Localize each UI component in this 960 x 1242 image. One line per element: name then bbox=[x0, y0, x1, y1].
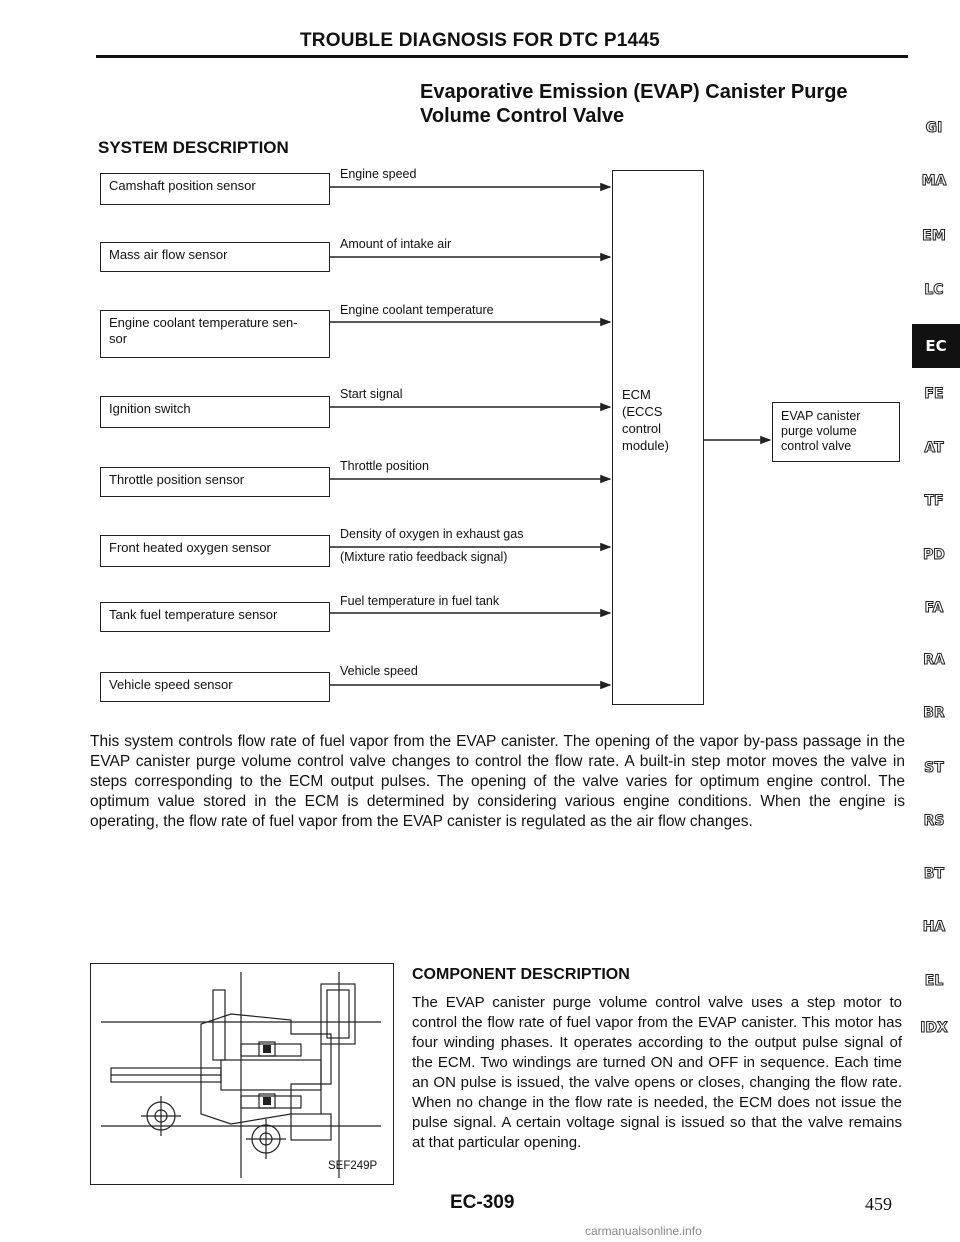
signal-label-mixture-ratio: (Mixture ratio feedback signal) bbox=[340, 550, 508, 564]
page-number: 459 bbox=[865, 1194, 892, 1214]
page-header-title: TROUBLE DIAGNOSIS FOR DTC P1445 bbox=[300, 30, 660, 51]
system-description-heading: SYSTEM DESCRIPTION bbox=[98, 138, 289, 157]
side-tab-st[interactable]: ST bbox=[924, 760, 944, 776]
section-title-line1: Evaporative Emission (EVAP) Canister Purge bbox=[420, 81, 848, 103]
signal-label-engine-speed: Engine speed bbox=[340, 167, 417, 181]
side-tab-ec[interactable]: EC bbox=[912, 324, 960, 368]
ecm-label: ECM (ECCS control module) bbox=[622, 387, 669, 453]
valve-cross-section-illustration bbox=[91, 964, 391, 1182]
watermark-footer: carmanualsonline.info bbox=[585, 1224, 702, 1238]
side-tab-br[interactable]: BR bbox=[923, 705, 945, 721]
evap-valve-box: EVAP canister purge volume control valve bbox=[772, 402, 900, 462]
signal-label-throttle: Throttle position bbox=[340, 459, 429, 473]
system-description-paragraph: This system controls flow rate of fuel vapor from the EVAP canister. The opening of the vapor by-pass passage in the EVAP canister purge volume control valve changes to control the flow rate. A built-in step motor moves the valve in steps corresponding to the ECM output pulses. The opening of the valve varies for optimum engine control. The optimum value stored in the ECM is determined by considering various engine conditions. When the engine is operating, the flow rate of fuel vapor from the EVAP canister is regulated as the air flow changes. bbox=[90, 733, 905, 830]
side-tab-idx[interactable]: IDX bbox=[920, 1020, 948, 1036]
side-tab-lc[interactable]: LC bbox=[924, 282, 944, 298]
page-code: EC-309 bbox=[450, 1192, 515, 1213]
signal-label-intake-air: Amount of intake air bbox=[340, 237, 452, 251]
side-tab-ha[interactable]: HA bbox=[922, 919, 946, 935]
side-tab-tf[interactable]: TF bbox=[924, 493, 944, 509]
component-description-heading: COMPONENT DESCRIPTION bbox=[412, 966, 630, 983]
sensor-box-coolant-temp: Engine coolant temperature sen- sor bbox=[100, 310, 330, 358]
sensor-box-tank-fuel-temp: Tank fuel temperature sensor bbox=[100, 602, 330, 632]
sensor-box-ignition-switch: Ignition switch bbox=[100, 396, 330, 428]
sensor-box-vehicle-speed: Vehicle speed sensor bbox=[100, 672, 330, 702]
side-tab-em[interactable]: EM bbox=[922, 228, 946, 244]
component-description-text: The EVAP canister purge volume control valve uses a step motor to control the flow rate of fuel vapor from the EVAP canister. This motor has four winding phases. It operates according to the output pulse signal of the ECM. Two windings are turned ON and OFF in sequence. Each time an ON pulse is issued, the valve opens or closes, changing the flow rate. When no change in the flow rate is needed, the ECM does not issue the pulse signal. A certain voltage signal is issued so that the valve remains at that particular opening. bbox=[412, 994, 902, 1151]
side-tab-ra[interactable]: RA bbox=[923, 652, 945, 668]
side-tab-at[interactable]: AT bbox=[924, 440, 944, 456]
sensor-box-front-o2: Front heated oxygen sensor bbox=[100, 535, 330, 567]
side-tab-rs[interactable]: RS bbox=[923, 813, 945, 829]
section-title-line2: Volume Control Valve bbox=[420, 105, 625, 127]
side-tab-el[interactable]: EL bbox=[924, 973, 944, 989]
signal-label-oxygen-density: Density of oxygen in exhaust gas bbox=[340, 527, 524, 541]
side-tab-gi[interactable]: GI bbox=[925, 120, 943, 136]
signal-label-start: Start signal bbox=[340, 387, 403, 401]
side-tab-bt[interactable]: BT bbox=[923, 866, 945, 882]
valve-figure bbox=[90, 963, 394, 1185]
side-tab-fa[interactable]: FA bbox=[924, 600, 944, 616]
sensor-box-throttle-position: Throttle position sensor bbox=[100, 467, 330, 497]
sensor-box-camshaft: Camshaft position sensor bbox=[100, 173, 330, 205]
side-tab-ma[interactable]: MA bbox=[921, 173, 947, 189]
side-tab-fe[interactable]: FE bbox=[924, 386, 944, 402]
side-tab-pd[interactable]: PD bbox=[923, 547, 945, 563]
sensor-box-mass-air-flow: Mass air flow sensor bbox=[100, 242, 330, 272]
signal-label-vehicle-speed: Vehicle speed bbox=[340, 664, 418, 678]
figure-code: SEF249P bbox=[328, 1160, 378, 1172]
signal-label-fuel-temp: Fuel temperature in fuel tank bbox=[340, 594, 500, 608]
signal-label-coolant-temp: Engine coolant temperature bbox=[340, 303, 494, 317]
